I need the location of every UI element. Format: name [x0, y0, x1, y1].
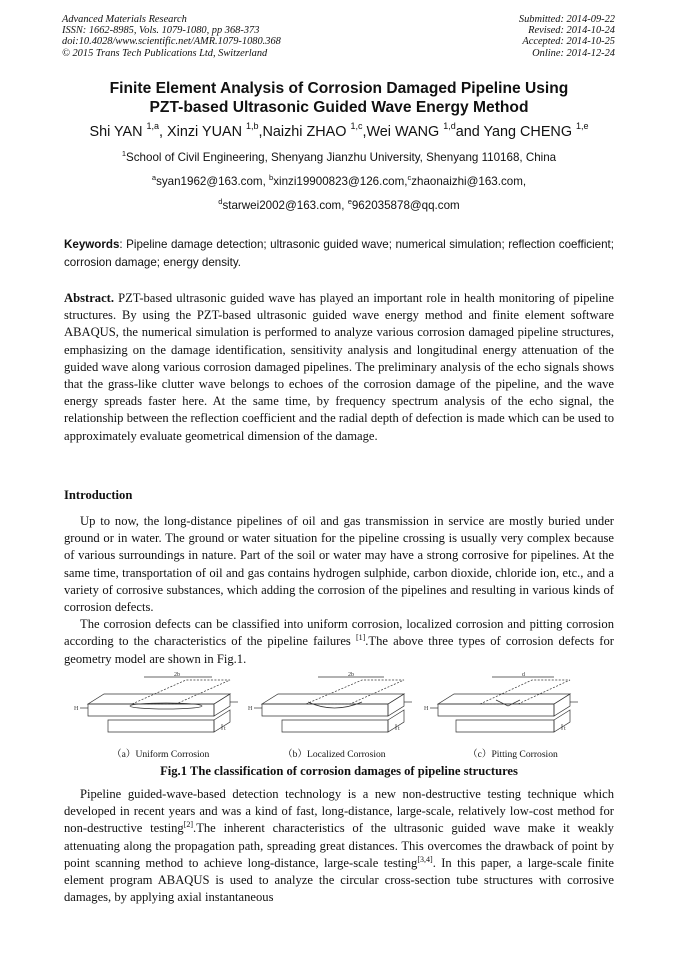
email-mark: c — [407, 173, 412, 182]
plate-top-c — [438, 694, 570, 704]
citation-ref: [1] — [355, 633, 366, 643]
corrosion-band-a — [132, 680, 230, 704]
base-b — [282, 720, 388, 732]
label-2b-a: 2b — [174, 672, 180, 678]
plate-front-a — [88, 704, 214, 716]
author-list — [0, 122, 678, 140]
email-mark: d — [218, 197, 223, 206]
revised-date: Revised: 2014-10-24 — [528, 25, 615, 37]
paper-title — [0, 79, 678, 117]
base-c — [456, 720, 554, 732]
plate-side-c — [554, 694, 570, 716]
corrosion-pit-b — [308, 702, 362, 708]
email-line-1 — [0, 173, 678, 188]
author-separator: , — [362, 123, 367, 140]
online-date: Online: 2014-12-24 — [532, 47, 615, 59]
email-c: zhaonaizhi@163.com, — [411, 174, 527, 188]
email-mark: a — [151, 173, 157, 182]
email-b: xinzi19900823@126.com, — [273, 174, 408, 188]
introduction-body — [64, 513, 614, 668]
intro-paragraph-1: Up to now, the long-distance pipelines of oil and gas transmission in service are mostly buried under ground or in water. The ground or water situation for the pipeline crossing is usually very complex because of various surroundings in nature. Part of the soil or water may have a strong corrosive for pipelines. At the same time, transportation of oil and gas contains hydrogen sulphide, carbon dioxide, chloride ion, etc., and a variety of corrosive substances, which adding the corrosion of the pipelines and resulting in various kinds of corrosion defects. — [64, 514, 614, 615]
journal-name: Advanced Materials Research — [62, 14, 187, 25]
body-after-figure — [64, 786, 614, 906]
label-h-b: H — [248, 706, 253, 712]
author-separator: , — [159, 123, 168, 140]
journal-header-right — [519, 14, 615, 59]
label-d-c: d — [522, 672, 525, 678]
affiliation-text: School of Civil Engineering, Shenyang Jianzhu University, Shenyang 110168, China — [126, 150, 557, 164]
keywords — [64, 236, 614, 271]
email-mark: b — [269, 173, 274, 182]
abstract — [64, 290, 614, 445]
plate-top-b — [262, 694, 404, 704]
text-s2: .The inherent characteristics of the ultrasonic guided wave make it weakly attenuating along the propagation path, spreading great distances. This overcomes the drawback of point by point scanning method to achieve long-distance, large-scale testing — [64, 821, 614, 870]
email-mark: e — [347, 197, 352, 206]
label-t-b: t — [398, 726, 400, 732]
author-affil: 1,d — [443, 121, 456, 131]
journal-doi: doi:10.4028/www.scientific.net/AMR.1079-1080.368 — [62, 36, 281, 48]
journal-copyright: © 2015 Trans Tech Publications Ltd, Switzerland — [62, 47, 268, 59]
plate-side-b — [388, 694, 404, 716]
affiliation-mark: 1 — [121, 149, 127, 158]
submitted-date: Submitted: 2014-09-22 — [518, 14, 615, 25]
label-2b-b: 2b — [348, 672, 354, 678]
title-line-1: Finite Element Analysis of Corrosion Damaged Pipeline Using — [109, 80, 569, 97]
subcaption-a: （a）Uniform Corrosion — [112, 749, 210, 760]
author-name: Wei WANG — [366, 123, 440, 140]
subcaption-b: （b）Localized Corrosion — [283, 749, 386, 760]
intro-paragraph-2 — [64, 616, 614, 668]
plate-side-a — [214, 694, 230, 716]
accepted-date: Accepted: 2014-10-25 — [522, 36, 615, 48]
label-t-a: t — [224, 726, 226, 732]
author-affil: 1,a — [146, 121, 160, 131]
title-line-2: PZT-based Ultrasonic Guided Wave Energy Method — [149, 99, 529, 116]
label-t-c: t — [564, 726, 566, 732]
plate-front-b — [262, 704, 388, 716]
corrosion-band-b — [306, 680, 404, 704]
figure-1-caption: Fig.1 The classification of corrosion damages of pipeline structures — [160, 764, 518, 778]
plate-front-c — [438, 704, 554, 716]
author-affil: 1,e — [576, 121, 589, 131]
author-name: Naizhi ZHAO — [262, 123, 347, 140]
p2-text-end: .The above three types of corrosion defects for geometry model are shown in Fig.1. — [64, 634, 614, 666]
plate-top-a — [88, 694, 230, 704]
corrosion-pit-c — [496, 700, 520, 706]
uniform-corrosion-diagram — [80, 677, 238, 732]
email-d: starwei2002@163.com, — [222, 198, 345, 212]
label-h-a: H — [74, 706, 79, 712]
citation-ref: [2] — [183, 820, 194, 830]
figure-1-diagrams — [62, 672, 618, 746]
text-s3: . In this paper, a large-scale finite element program ABAQUS is used to analyze the circular cross-section tube structures with corrosive damages, by applying axial instantaneous — [64, 855, 614, 905]
affiliation — [0, 149, 678, 164]
text-s1: Pipeline guided-wave-based detection technology is a new non-destructive testing technique which developed in recent years and was a kind of fast, long-distance, large-scale, relatively low-cost method for non-destructive testing — [64, 787, 614, 836]
journal-header-left — [62, 14, 281, 59]
email-line-2 — [0, 197, 678, 212]
author-separator-last: and — [455, 123, 484, 140]
email-a: syan1962@163.com, — [156, 174, 266, 188]
email-e: 962035878@qq.com — [351, 198, 460, 212]
pitting-corrosion-diagram — [430, 677, 578, 732]
keywords-label: Keywords — [64, 238, 120, 251]
journal-issn: ISSN: 1662-8985, Vols. 1079-1080, pp 368-373 — [62, 25, 260, 37]
base-a — [108, 720, 214, 732]
localized-corrosion-diagram — [254, 677, 412, 732]
p2-text: The corrosion defects can be classified into uniform corrosion, localized corrosion and pitting corrosion according to the characteristics of the pipeline failures — [64, 617, 614, 649]
author-separator: , — [258, 123, 263, 140]
abstract-label: Abstract. — [64, 291, 115, 305]
citation-ref: [3,4] — [417, 854, 433, 864]
keywords-text: : Pipeline damage detection; ultrasonic guided wave; numerical simulation; reflection coefficient; corrosion damage; energy density. — [64, 238, 614, 269]
paragraph-after-figure — [64, 786, 614, 906]
author-name: Shi YAN — [89, 123, 143, 140]
author-affil: 1,c — [350, 121, 363, 131]
label-h-c: H — [424, 706, 429, 712]
subcaption-c: （c）Pitting Corrosion — [468, 749, 558, 760]
section-heading-introduction: Introduction — [64, 488, 133, 502]
author-affil: 1,b — [245, 121, 259, 131]
author-name: Yang CHENG — [483, 123, 573, 140]
abstract-text: PZT-based ultrasonic guided wave has played an important role in health monitoring of pipeline structures. By using the PZT-based ultrasonic guided wave energy method and finite element software ABAQUS, the numerical simulation is performed to analyze various corrosion damaged pipeline structures, emphasizing on the damage identification, sensitivity analysis and longitudinal energy attenuation of the guided wave along various corrosion damaged pipelines. The preliminary analysis of the echo signals shows that the grass-like clutter wave belongs to echoes of the corrosion damage of the pipeline, and the wave energy spreads faster here. At the same time, by frequency spectrum analysis of the echo signal, the relationship between the reflection coefficient and the radial depth of defection is made which can be used to approximately evaluate geometrical dimension of the damage. — [64, 291, 614, 443]
corrosion-band-c — [480, 680, 570, 704]
author-name: Xinzi YUAN — [167, 123, 242, 140]
